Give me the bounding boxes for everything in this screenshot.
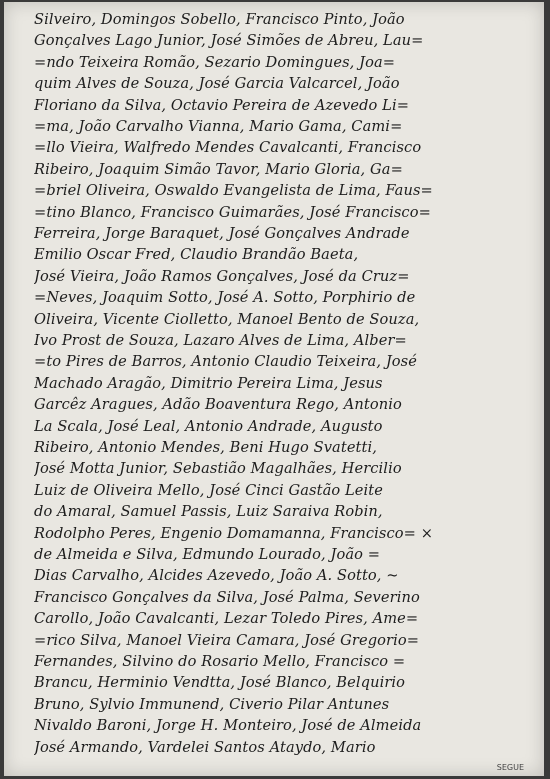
handwritten-line: Ribeiro, Joaquim Simão Tavor, Mario Gloria, Ga= — [34, 160, 403, 178]
handwritten-line: quim Alves de Souza, José Garcia Valcarcel, João — [34, 75, 400, 93]
handwritten-line: Silveiro, Domingos Sobello, Francisco Pinto, João — [34, 11, 405, 28]
handwritten-line: =rico Silva, Manoel Vieira Camara, José Gregorio= — [34, 631, 420, 649]
handwritten-line: Machado Aragão, Dimitrio Pereira Lima, Jesus — [34, 374, 383, 392]
handwritten-line: =briel Oliveira, Oswaldo Evangelista de Lima, Faus= — [34, 182, 433, 200]
handwritten-line: Carollo, João Cavalcanti, Lezar Toledo Pires, Ame= — [34, 610, 419, 628]
handwritten-line: =Neves, Joaquim Sotto, José A. Sotto, Porphirio de — [34, 289, 416, 307]
handwritten-line: Brancu, Herminio Vendtta, José Blanco, Belquirio — [34, 674, 406, 692]
handwritten-line: La Scala, José Leal, Antonio Andrade, Augusto — [34, 417, 383, 435]
handwritten-line: =ma, João Carvalho Vianna, Mario Gama, Cami= — [34, 118, 403, 135]
handwritten-line: =tino Blanco, Francisco Guimarães, José Francisco= — [34, 203, 431, 221]
handwritten-line: =to Pires de Barros, Antonio Claudio Teixeira, José — [34, 353, 417, 371]
handwritten-line: Garcêz Aragues, Adão Boaventura Rego, Antonio — [34, 396, 402, 414]
handwritten-line: Emilio Oscar Fred, Claudio Brandão Baeta, — [34, 246, 359, 264]
handwritten-line: Ferreira, Jorge Baraquet, José Gonçalves Andrade — [34, 225, 410, 242]
handwritten-line: Bruno, Sylvio Immunend, Civerio Pilar Antunes — [34, 695, 390, 713]
handwritten-line: Ivo Prost de Souza, Lazaro Alves de Lima, Alber= — [34, 332, 407, 349]
handwritten-line: =ndo Teixeira Romão, Sezario Domingues, Joa= — [34, 53, 396, 71]
handwritten-line: Luiz de Oliveira Mello, José Cinci Gastão Leite — [34, 481, 383, 499]
handwritten-line: do Amaral, Samuel Passis, Luiz Saraiva Robin, — [34, 503, 383, 521]
page-footer-mark: SEGUE — [496, 763, 524, 772]
handwritten-line: Ribeiro, Antonio Mendes, Beni Hugo Svatetti, — [34, 439, 377, 456]
handwritten-line: José Armando, Vardelei Santos Ataydo, Mario — [34, 738, 376, 756]
handwritten-line: =llo Vieira, Walfredo Mendes Cavalcanti, Francisco — [34, 139, 422, 157]
handwritten-line: Rodolpho Peres, Engenio Domamanna, Francisco= × — [34, 524, 434, 542]
handwritten-line: Floriano da Silva, Octavio Pereira de Azevedo Li= — [34, 96, 410, 114]
handwritten-line: Fernandes, Silvino do Rosario Mello, Francisco = — [34, 653, 406, 670]
handwritten-line: Dias Carvalho, Alcides Azevedo, João A. Sotto, ~ — [34, 567, 399, 585]
handwritten-line: Gonçalves Lago Junior, José Simões de Abreu, Lau= — [34, 32, 424, 50]
handwritten-line: José Vieira, João Ramos Gonçalves, José da Cruz= — [34, 267, 410, 285]
handwritten-line: Nivaldo Baroni, Jorge H. Monteiro, José de Almeida — [34, 717, 422, 735]
handwritten-line: de Almeida e Silva, Edmundo Lourado, João = — [34, 546, 381, 563]
handwritten-line: José Motta Junior, Sebastião Magalhães, Hercilio — [34, 460, 402, 478]
manuscript-page — [4, 2, 544, 776]
handwritten-line: Francisco Gonçalves da Silva, José Palma, Severino — [34, 588, 420, 606]
handwritten-line: Oliveira, Vicente Ciolletto, Manoel Bento de Souza, — [34, 310, 420, 328]
